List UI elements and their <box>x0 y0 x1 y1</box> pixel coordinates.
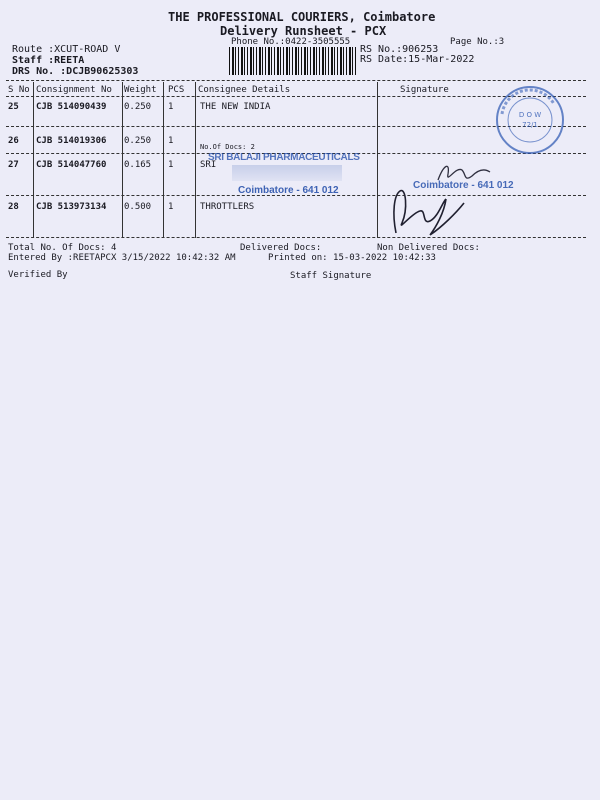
table-bottom-rule <box>6 237 586 238</box>
col-header-consignment: Consignment No <box>36 85 112 95</box>
non-delivered-docs: Non Delivered Docs: <box>377 243 480 253</box>
handwritten-initials <box>434 156 494 188</box>
cell-consignee: THROTTLERS <box>200 202 255 212</box>
col-header-weight: Weight <box>124 85 157 95</box>
phone-number: Phone No.:0422-3505555 <box>231 37 351 47</box>
cell-consignment: CJB 514047760 <box>36 160 107 170</box>
company-name: THE PROFESSIONAL COURIERS, Coimbatore <box>168 10 436 24</box>
cell-weight: 0.250 <box>124 136 152 146</box>
cell-sno: 28 <box>8 202 19 212</box>
cell-consignment: CJB 514019306 <box>36 136 107 146</box>
column-line <box>122 82 123 238</box>
cell-weight: 0.165 <box>124 160 152 170</box>
cell-pcs: 1 <box>168 102 174 112</box>
pharmacy-stamp-city-2: Coimbatore - 641 012 <box>413 180 514 191</box>
col-header-pcs: PCS <box>168 85 185 95</box>
column-line <box>195 82 196 238</box>
rs-number: RS No.:906253 <box>360 44 439 55</box>
cell-sno: 26 <box>8 136 19 146</box>
col-header-sno: S No <box>8 85 30 95</box>
cell-consignee: THE NEW INDIA <box>200 102 271 112</box>
pharmacy-stamp-city: Coimbatore - 641 012 <box>238 185 339 196</box>
printed-on: Printed on: 15-03-2022 10:42:33 <box>268 253 436 263</box>
svg-text:D O W: D O W <box>518 111 542 119</box>
cell-consignment: CJB 513973134 <box>36 202 107 212</box>
verified-by: Verified By <box>8 270 68 280</box>
handwritten-signature <box>386 183 468 239</box>
cell-consignee: SRI <box>200 160 217 170</box>
cell-weight: 0.250 <box>124 102 152 112</box>
cell-sno: 25 <box>8 102 19 112</box>
cell-sno: 27 <box>8 160 19 170</box>
page-number: Page No.:3 <box>450 37 505 47</box>
rs-date: RS Date:15-Mar-2022 <box>360 54 475 65</box>
column-line <box>33 82 34 238</box>
stamp-smudge <box>232 165 342 181</box>
delivered-docs: Delivered Docs: <box>240 243 322 253</box>
cell-pcs: 1 <box>168 202 174 212</box>
cell-pcs: 1 <box>168 160 174 170</box>
column-line <box>377 82 378 238</box>
column-line <box>163 82 164 238</box>
cell-consignment: CJB 514090439 <box>36 102 107 112</box>
pharmacy-stamp-name: SRI BALAJI PHARMACEUTICALS <box>208 152 360 163</box>
runsheet-title: Delivery Runsheet - PCX <box>220 24 387 38</box>
col-header-consignee: Consignee Details <box>198 85 291 95</box>
route: Route :XCUT-ROAD V <box>12 44 121 55</box>
svg-text:72/1: 72/1 <box>522 121 538 129</box>
staff: Staff :REETA <box>12 55 85 66</box>
staff-signature-label: Staff Signature <box>290 271 372 281</box>
total-docs: Total No. Of Docs: 4 <box>8 243 117 253</box>
cell-pcs: 1 <box>168 136 174 146</box>
col-header-signature: Signature <box>400 85 449 95</box>
cell-note: No.Of Docs: 2 <box>200 143 255 151</box>
drs-number: DRS No. :DCJB90625303 <box>12 66 139 77</box>
table-top-rule <box>6 80 586 81</box>
barcode <box>229 47 356 75</box>
entered-by: Entered By :REETAPCX 3/15/2022 10:42:32 AM <box>8 253 236 263</box>
cell-weight: 0.500 <box>124 202 152 212</box>
round-seal-stamp <box>494 84 566 156</box>
